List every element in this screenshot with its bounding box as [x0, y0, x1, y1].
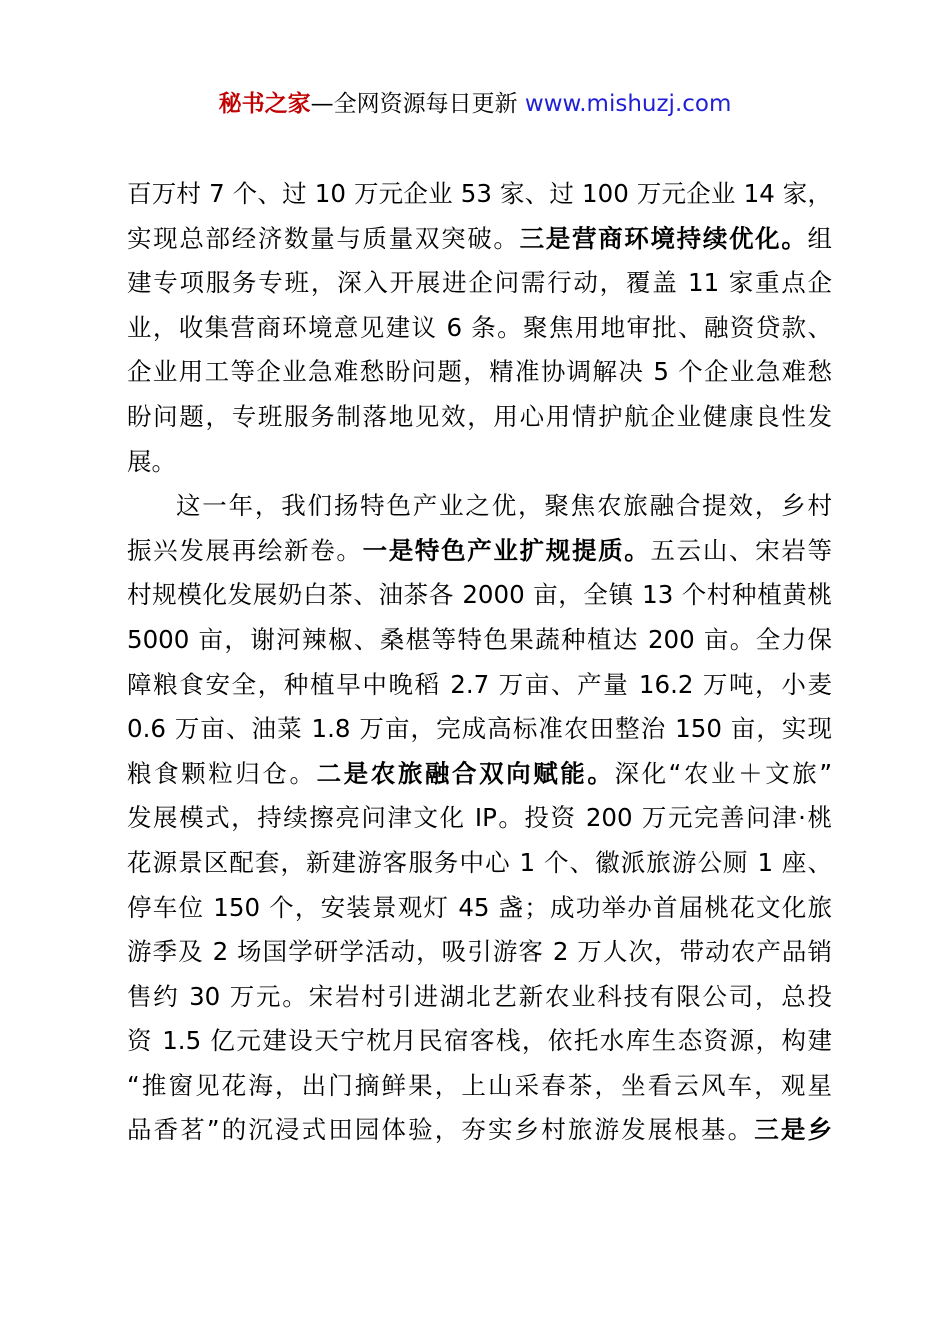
text-line: 资 1.5 亿元建设天宁枕月民宿客栈，依托水库生态资源，构建: [127, 1026, 832, 1056]
text-line: “推窗见花海，出门摘鲜果，上山采春茶，坐看云风车，观星: [127, 1070, 832, 1100]
text-line: 5000 亩，谢河辣椒、桑椹等特色果蔬种植达 200 亩。全力保: [127, 624, 832, 654]
text-line: 业，收集营商环境意见建议 6 条。聚焦用地审批、融资贷款、: [127, 312, 832, 342]
text-line: 企业用工等企业急难愁盼问题，精准协调解决 5 个企业急难愁: [127, 357, 832, 387]
text-line: 游季及 2 场国学研学活动，吸引游客 2 万人次，带动农产品销: [127, 937, 832, 967]
text-line: 建专项服务专班，深入开展进企问需行动，覆盖 11 家重点企: [127, 268, 832, 298]
site-url-link[interactable]: www.mishuzj.com: [524, 91, 732, 117]
text-line: 展。: [127, 446, 176, 476]
text-line: 发展模式，持续擦亮问津文化 IP。投资 200 万元完善问津·桃: [127, 803, 832, 833]
text-line: 粮食颗粒归仓。二是农旅融合双向赋能。深化“农业＋文旅”: [127, 758, 833, 788]
text-line: 盼问题，专班服务制落地见效，用心用情护航企业健康良性发: [127, 401, 832, 431]
header-slogan: —全网资源每日更新: [310, 91, 518, 117]
text-line: 振兴发展再绘新卷。一是特色产业扩规提质。五云山、宋岩等: [127, 535, 833, 565]
text-line: 百万村 7 个、过 10 万元企业 53 家、过 100 万元企业 14 家，: [127, 179, 832, 208]
bold-heading: 三是营商环境持续优化。: [519, 223, 808, 253]
text-line: 花源景区配套，新建游客服务中心 1 个、徽派旅游公厕 1 座、: [127, 847, 832, 877]
site-header: [0, 88, 950, 120]
bold-heading: 一是特色产业扩规提质。: [362, 535, 651, 565]
text-line: 实现总部经济数量与质量双突破。三是营商环境持续优化。组: [127, 223, 833, 253]
document-body: [127, 172, 832, 1153]
text-line: 停车位 150 个，安装景观灯 45 盏；成功举办首届桃花文化旅: [127, 892, 832, 922]
text-line: 村规模化发展奶白茶、油茶各 2000 亩，全镇 13 个村种植黄桃: [127, 580, 832, 610]
text-line: 这一年，我们扬特色产业之优，聚焦农旅融合提效，乡村: [176, 491, 832, 521]
text-line: 障粮食安全，种植早中晚稻 2.7 万亩、产量 16.2 万吨，小麦: [127, 669, 832, 699]
text-line: 售约 30 万元。宋岩村引进湖北艺新农业科技有限公司，总投: [127, 981, 832, 1011]
text-line: 品香茗”的沉浸式田园体验，夯实乡村旅游发展根基。三是乡: [127, 1115, 832, 1145]
brand-name: 秘书之家: [218, 91, 311, 117]
text-line: 0.6 万亩、油菜 1.8 万亩，完成高标准农田整治 150 亩，实现: [127, 714, 832, 744]
bold-heading: 二是农旅融合双向赋能。: [316, 758, 615, 788]
bold-heading: 三是乡: [754, 1115, 832, 1145]
